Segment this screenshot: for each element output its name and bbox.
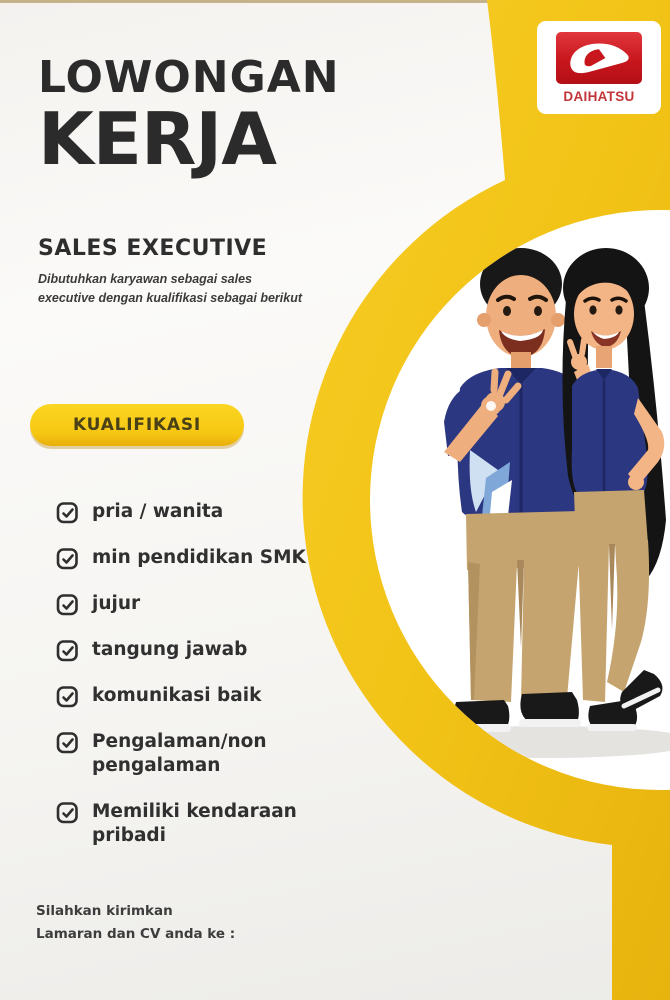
daihatsu-logo-redbox — [556, 32, 642, 84]
qualification-list — [56, 500, 322, 848]
qualification-item — [56, 684, 322, 708]
qualification-item — [56, 800, 322, 848]
qualification-item — [56, 638, 322, 662]
headline — [38, 52, 340, 182]
footer-note-line1: Silahkan kirimkan — [36, 903, 173, 919]
headline-line1: LOWONGAN — [38, 52, 340, 103]
checked-checkbox-icon — [56, 801, 79, 824]
qualification-item-label: Memiliki kendaraan pribadi — [92, 801, 297, 846]
position-description-line1: Dibutuhkan karyawan sebagai sales — [38, 272, 252, 286]
checked-checkbox-icon — [56, 593, 79, 616]
daihatsu-d-emblem-icon — [567, 39, 631, 77]
daihatsu-logo-card — [537, 21, 661, 114]
kualifikasi-badge: KUALIFIKASI — [30, 404, 244, 446]
qualification-item-label: min pendidikan SMK — [92, 547, 306, 568]
qualification-item-label: tangung jawab — [92, 639, 248, 660]
position-title: SALES EXECUTIVE — [38, 236, 268, 261]
checked-checkbox-icon — [56, 685, 79, 708]
checked-checkbox-icon — [56, 547, 79, 570]
headline-line2: KERJA — [38, 97, 276, 182]
qualification-item-label: Pengalaman/non pengalaman — [92, 731, 267, 776]
daihatsu-brand-text: DAIHATSU — [563, 88, 635, 104]
qualification-item — [56, 592, 322, 616]
checked-checkbox-icon — [56, 639, 79, 662]
position-description — [38, 270, 302, 308]
qualification-item — [56, 730, 322, 778]
position-description-line2: executive dengan kualifikasi sebagai berikut — [38, 291, 302, 305]
footer-note-line2: Lamaran dan CV anda ke : — [36, 926, 236, 942]
qualification-item-label: pria / wanita — [92, 501, 224, 522]
qualification-item — [56, 546, 322, 570]
qualification-item-label: komunikasi baik — [92, 685, 262, 706]
checked-checkbox-icon — [56, 501, 79, 524]
footer-note — [36, 900, 235, 946]
qualification-item-label: jujur — [92, 593, 141, 614]
checked-checkbox-icon — [56, 731, 79, 754]
qualification-item — [56, 500, 322, 524]
